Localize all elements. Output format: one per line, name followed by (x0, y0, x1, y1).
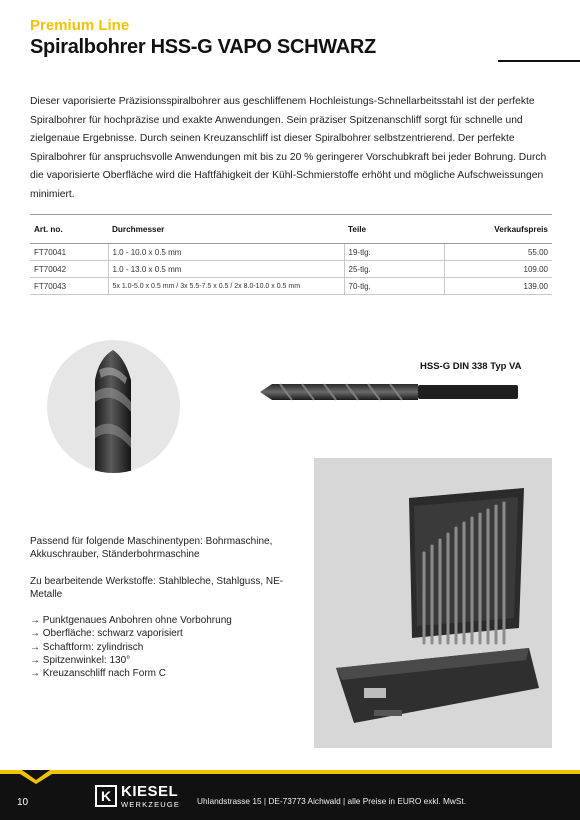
list-item: → Spitzenwinkel: 130° (30, 655, 131, 667)
footer-address: Uhlandstrasse 15 | DE-73773 Aichwald | alle Preise in EURO exkl. MwSt. (197, 796, 467, 806)
list-item: → Kreuzanschliff nach Form C (30, 668, 166, 680)
cell-art-no: FT70043 (30, 278, 108, 295)
footer-accent-stripe (0, 770, 580, 784)
eyebrow-label: Premium Line (30, 17, 130, 34)
cell-durchmesser: 1.0 - 10.0 x 0.5 mm (108, 244, 344, 261)
drill-closeup-image (47, 340, 180, 473)
cell-price: 55.00 (444, 244, 552, 261)
drill-set-case-image (314, 458, 552, 748)
column-header-teile: Teile (344, 215, 444, 244)
logo-mark-icon (95, 785, 117, 807)
table-header-row (30, 215, 552, 244)
cell-teile: 19-tlg. (344, 244, 444, 261)
feature-list (30, 614, 310, 680)
cell-teile: 70-tlg. (344, 278, 444, 295)
table-row (30, 278, 552, 295)
table-row (30, 261, 552, 278)
column-header-price: Verkaufspreis (444, 215, 552, 244)
logo-subtitle: WERKZEUGE (121, 800, 181, 809)
cell-price: 109.00 (444, 261, 552, 278)
page-number: 10 (17, 797, 29, 808)
applications-section (30, 535, 310, 681)
footer (0, 770, 580, 820)
list-item: → Oberfläche: schwarz vaporisiert (30, 628, 183, 640)
table-row (30, 244, 552, 261)
page-title: Spiralbohrer HSS-G VAPO SCHWARZ (30, 36, 376, 58)
machine-types-text: Passend für folgende Maschinentypen: Bohrmaschine, Akkuschrauber, Ständerbohrmaschine (30, 536, 273, 561)
column-header-durchmesser: Durchmesser (108, 215, 344, 244)
list-item: → Punktgenaues Anbohren ohne Vorbohrung (30, 615, 232, 627)
cell-durchmesser: 5x 1.0-5.0 x 0.5 mm / 3x 5.5-7.5 x 0.5 / 2x 8.0-10.0 x 0.5 mm (108, 278, 344, 295)
cell-art-no: FT70041 (30, 244, 108, 261)
title-rule (498, 60, 580, 62)
logo-mark-letter: K (101, 788, 112, 804)
column-header-art-no: Art. no. (30, 215, 108, 244)
materials-text: Zu bearbeitende Werkstoffe: Stahlbleche, Stahlguss, NE-Metalle (30, 575, 284, 600)
logo-name: KIESEL (121, 783, 179, 800)
cell-price: 139.00 (444, 278, 552, 295)
product-spec-label: HSS-G DIN 338 Typ VA (420, 361, 522, 372)
cell-art-no: FT70042 (30, 261, 108, 278)
cell-teile: 25-tlg. (344, 261, 444, 278)
product-table (30, 214, 552, 295)
list-item: → Schaftform: zylindrisch (30, 641, 144, 653)
cell-durchmesser: 1.0 - 13.0 x 0.5 mm (108, 261, 344, 278)
drill-bit-image (258, 379, 520, 405)
intro-paragraph: Dieser vaporisierte Präzisionsspiralbohrer aus geschliffenem Hochleistungs-Schnellarbeitsstahl ist der perfekte Spiralbohrer für hochpräzise und exakte Anwendungen. Sein präziser Spitzenanschliff sorgt für schnelle und zielgenaue Ergebnisse. Durch seinen Kreuzanschliff ist dieser Spiralbohrer selbstzentrierend. Der perfekte Spiralbohrer für anspruchsvolle Anwendungen mit bis zu 20 % geringerer Vorschubkraft bei jeder Bohrung. Durch die vaporisierte Oberfläche wird die Haftfähigkeit der Kühl-Schmierstoffe erhöht und mögliche Aufschweissungen minimiert. (30, 96, 547, 200)
